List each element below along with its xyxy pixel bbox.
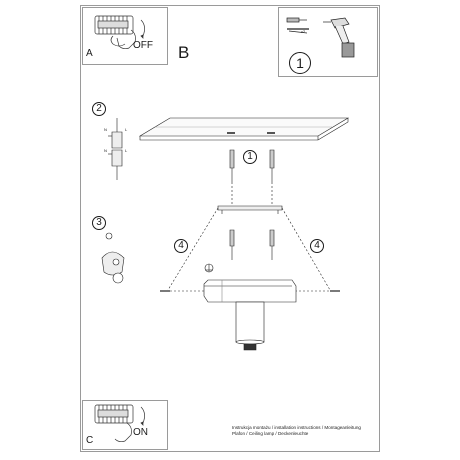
panel-b-letter: B bbox=[178, 43, 190, 62]
step-screw-number: 1 bbox=[243, 150, 257, 164]
step-wiring-number: 2 bbox=[92, 102, 106, 116]
wire-label-l: L bbox=[125, 127, 128, 132]
panel-switch-on bbox=[82, 400, 168, 450]
step-ground-number: 3 bbox=[92, 216, 106, 230]
step-fix-right-number: 4 bbox=[310, 239, 324, 253]
step-kit-number: 1 bbox=[289, 52, 311, 74]
switch-off-label: OFF bbox=[133, 40, 153, 51]
panel-a-letter: A bbox=[86, 48, 93, 59]
step-fix-left-number: 4 bbox=[174, 239, 188, 253]
wire-label-n: N bbox=[104, 127, 107, 132]
instructions-caption bbox=[232, 425, 378, 436]
panel-c-letter: C bbox=[86, 435, 94, 446]
wire-label-n: N bbox=[104, 148, 107, 153]
caption-line-1: Instrukcja montażu / installation instructions / Montageanleitung bbox=[232, 425, 361, 430]
circuit-breaker-icon bbox=[83, 401, 169, 451]
wire-label-l: L bbox=[125, 148, 128, 153]
caption-line-2: Plafon / Ceiling lamp / Deckenleuchte bbox=[232, 430, 309, 436]
kit-quantity: x2 bbox=[301, 29, 306, 34]
switch-on-label: ON bbox=[133, 427, 148, 438]
